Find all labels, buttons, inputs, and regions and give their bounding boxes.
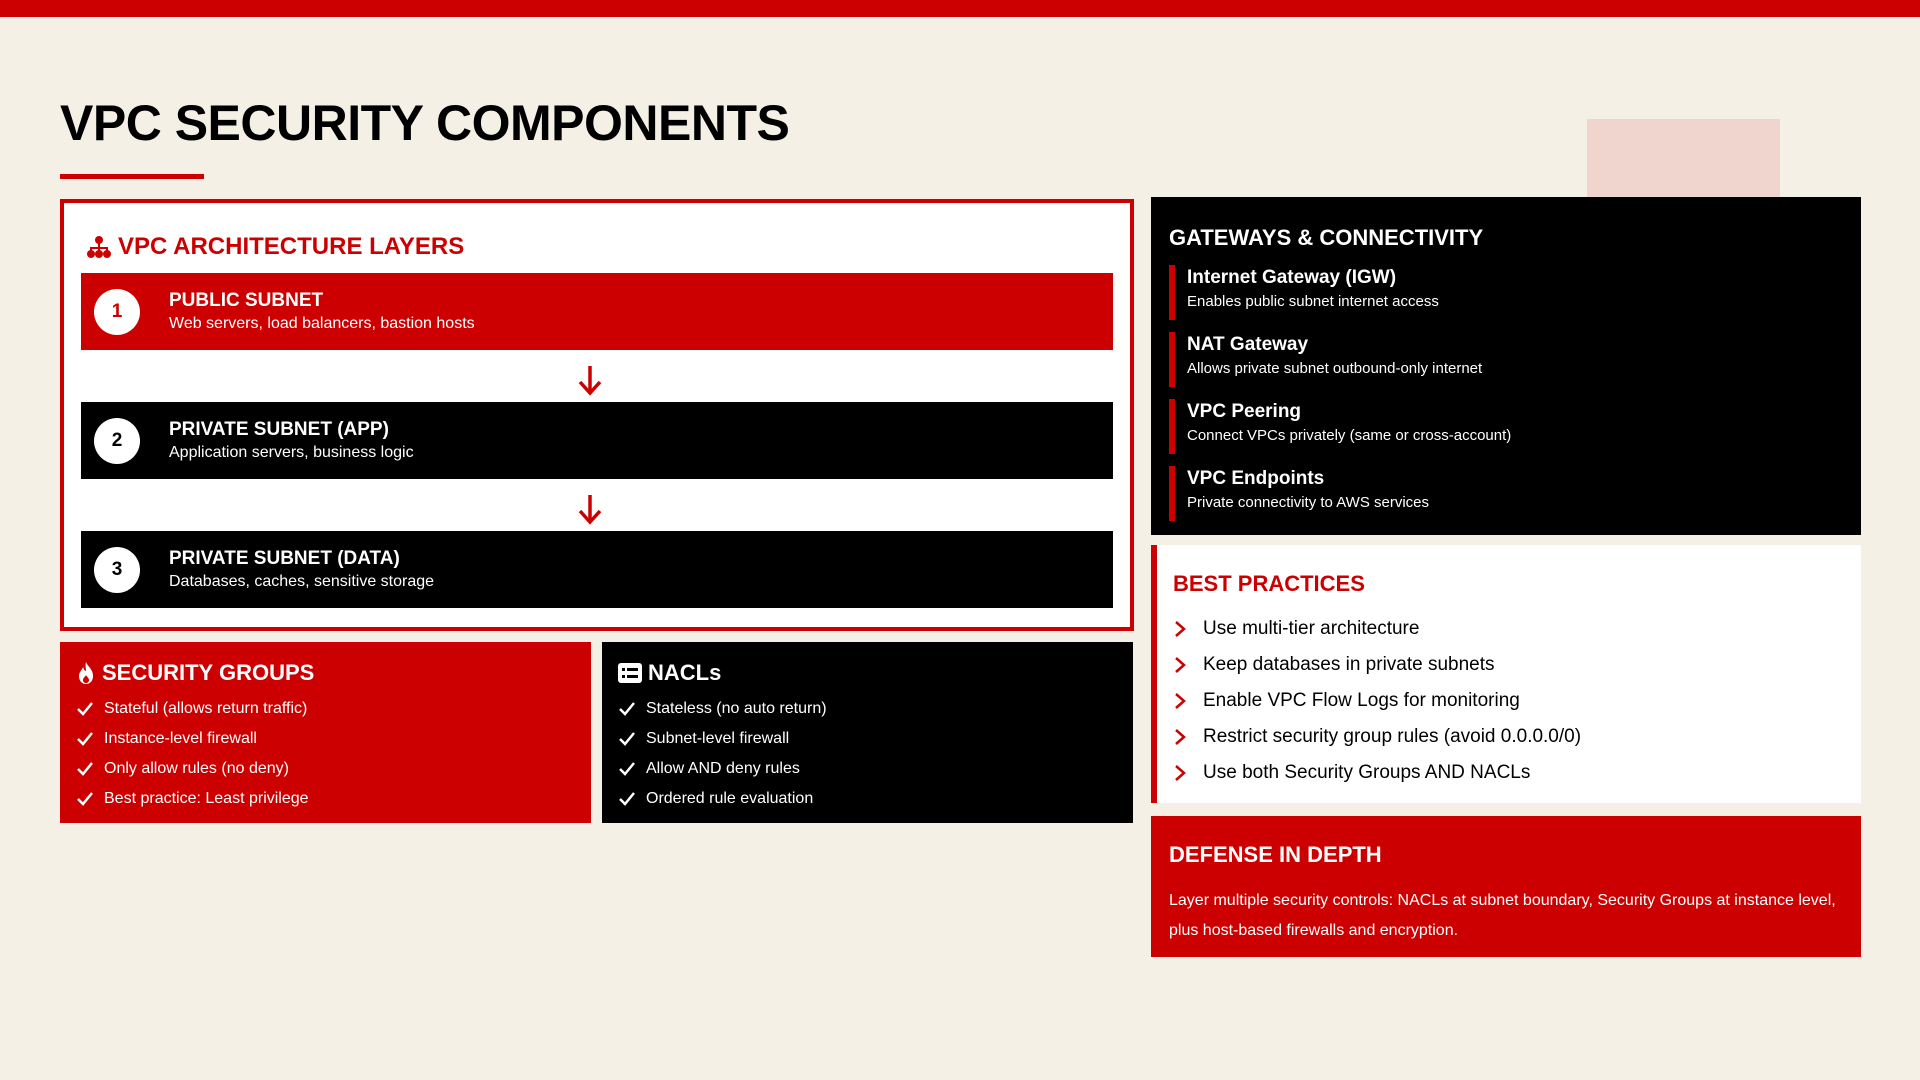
list-item [1173,719,1845,755]
check-icon [618,790,636,808]
list-item [76,724,575,754]
layer-description: Web servers, load balancers, bastion hosts [169,315,475,332]
layer-public-subnet [81,273,1113,350]
list-item [618,724,1117,754]
list-item-text: Use both Security Groups AND NACLs [1203,762,1531,783]
chevron-right-icon [1173,728,1187,746]
list-item [76,754,575,784]
security-groups-header [76,660,575,686]
list-item [76,784,575,814]
layer-description: Databases, caches, sensitive storage [169,573,435,590]
list-item [1173,611,1845,647]
gateway-title: Internet Gateway (IGW) [1187,267,1397,288]
layer-number: 3 [94,547,140,593]
arrow-down-icon [575,363,605,397]
chevron-right-icon [1173,620,1187,638]
list-item-text: Best practice: Least privilege [104,790,309,807]
list-item-text: Use multi-tier architecture [1203,618,1420,639]
sitemap-icon [86,235,112,259]
fire-icon [76,661,96,685]
layer-number: 2 [94,418,140,464]
list-item [618,784,1117,814]
list-item-text: Stateful (allows return traffic) [104,700,308,717]
list-icon [618,663,642,683]
gateway-title: NAT Gateway [1187,334,1309,355]
defense-in-depth-text: Layer multiple security controls: NACLs at subnet boundary, Security Groups at instance level, plus host-based firewalls and encryption. [1169,892,1836,939]
architecture-panel [60,199,1134,631]
gateway-item [1169,332,1843,387]
gateway-title: VPC Endpoints [1187,468,1325,489]
layer-number: 1 [94,289,140,335]
check-icon [76,760,94,778]
check-icon [618,700,636,718]
list-item-text: Subnet-level firewall [646,730,790,747]
list-item-text: Keep databases in private subnets [1203,654,1495,675]
list-item [1173,647,1845,683]
nacls-panel [602,642,1133,823]
architecture-header [86,233,464,261]
list-item-text: Restrict security group rules (avoid 0.0.0.0/0) [1203,726,1582,747]
nacls-header [618,660,1117,686]
best-practices-header: BEST PRACTICES [1173,571,1365,596]
list-item-text: Ordered rule evaluation [646,790,814,807]
chevron-right-icon [1173,764,1187,782]
security-groups-title: SECURITY GROUPS [102,660,315,685]
layer-description: Application servers, business logic [169,444,414,461]
check-icon [76,790,94,808]
layer-private-data-subnet [81,531,1113,608]
layer-title: PRIVATE SUBNET (APP) [169,419,389,440]
page-title: VPC SECURITY COMPONENTS [60,95,790,151]
defense-in-depth-panel [1151,816,1861,957]
chevron-right-icon [1173,692,1187,710]
list-item-text: Allow AND deny rules [646,760,800,777]
layer-title: PUBLIC SUBNET [169,290,324,311]
gateway-description: Enables public subnet internet access [1187,293,1439,310]
gateways-panel [1151,197,1861,535]
list-item-text: Instance-level firewall [104,730,257,747]
gateway-item [1169,399,1843,454]
list-item [76,694,575,724]
check-icon [618,760,636,778]
architecture-header-label: VPC ARCHITECTURE LAYERS [118,233,465,260]
list-item-text: Enable VPC Flow Logs for monitoring [1203,690,1520,711]
check-icon [76,730,94,748]
chevron-right-icon [1173,656,1187,674]
list-item [618,754,1117,784]
nacls-title: NACLs [648,660,722,685]
gateway-description: Allows private subnet outbound-only internet [1187,360,1483,377]
layer-private-app-subnet [81,402,1113,479]
gateway-description: Connect VPCs privately (same or cross-account) [1187,427,1512,444]
gateways-header: GATEWAYS & CONNECTIVITY [1169,225,1484,250]
gateway-title: VPC Peering [1187,401,1302,422]
list-item [618,694,1117,724]
top-accent-bar [0,0,1920,17]
check-icon [618,730,636,748]
decorative-rectangle [1587,119,1780,197]
defense-in-depth-header: DEFENSE IN DEPTH [1169,842,1382,867]
security-groups-panel [60,642,591,823]
layer-title: PRIVATE SUBNET (DATA) [169,548,400,569]
gateway-item [1169,466,1843,521]
list-item-text: Only allow rules (no deny) [104,760,289,777]
list-item [1173,683,1845,719]
arrow-down-icon [575,492,605,526]
gateway-item [1169,265,1843,320]
best-practices-panel [1151,545,1861,803]
title-underline [60,174,204,179]
check-icon [76,700,94,718]
list-item [1173,755,1845,791]
list-item-text: Stateless (no auto return) [646,700,827,717]
gateway-description: Private connectivity to AWS services [1187,494,1430,511]
